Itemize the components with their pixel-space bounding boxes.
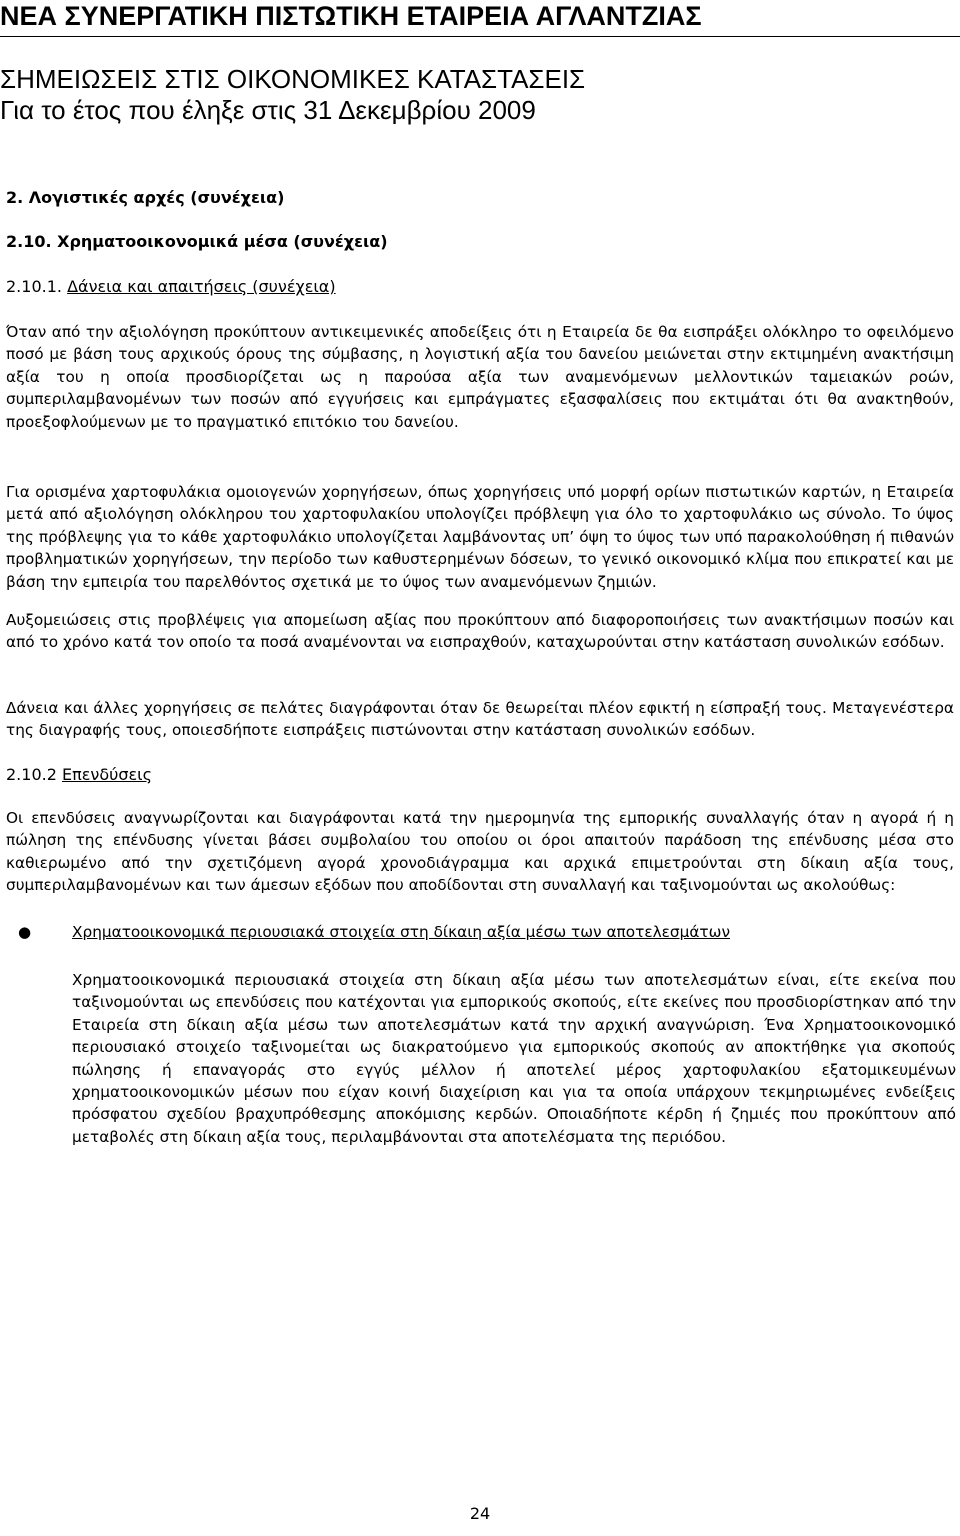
bullet-dot: ● [18, 923, 32, 941]
document-period: Για το έτος που έληξε στις 31 Δεκεμβρίου 2009 [0, 95, 536, 125]
subsection-number: 2.10.1. [6, 277, 62, 296]
paragraph-investments-recognition: Οι επενδύσεις αναγνωρίζονται και διαγράφονται κατά την ημερομηνία της εμπορικής συναλλαγής όταν η αγορά ή η πώληση της επένδυσης γίνεται βάσει συμβολαίου του οποίου οι όροι απαιτούν παράδοση της επένδυσης μέσα στο καθιερωμένο από την σχετιζόμενη αγορά χρονοδιάγραμμα και αρχικά επιμετρούνται στη δίκαιη αξία τους, συμπεριλαμβανομένων και των άμεσων εξόδων που αποδίδονται στη συναλλαγή και ταξινομούνται ως ακολούθως: [6, 809, 954, 895]
paragraph-fvtpl-definition: Χρηματοοικονομικά περιουσιακά στοιχεία στη δίκαιη αξία μέσω των αποτελεσμάτων είναι, είτε εκείνα που ταξινομούνται ως επενδύσεις που κατέχονται για εμπορικούς σκοπούς, είτε εκείνες που προσδιορίστηκαν από την Εταιρεία στη δίκαιη αξία μέσω των αποτελεσμάτων κατά την αρχική αναγνώριση. Ένα Χρηματοοικονομικό περιουσιακό στοιχείο ταξινομείται ως διακρατούμενο για εμπορικούς σκοπούς αν αποκτήθηκε για σκοπούς πώλησης ή επαναγοράς στο εγγύς μέλλον ή αποτελεί μέρος χαρτοφυλακίου εξατομικευμένων χρηματοοικονομικών μέσων που είχαν κοινή διαχείριση και για τα οποία υπάρχουν τεκμηριωμένες ενδείξεις πρόσφατου σχεδίου βραχυπρόθεσμης αποκόμισης κερδών. Οποιαδήποτε κέρδη ή ζημιές που προκύπτουν από μεταβολές στη δίκαιη αξία τους, περιλαμβάνονται στα αποτελέσματα της περιόδου. [72, 971, 956, 1146]
page-number: 24 [469, 1504, 491, 1523]
company-name: ΝΕΑ ΣΥΝΕΡΓΑΤΙΚΗ ΠΙΣΤΩΤΙΚΗ ΕΤΑΙΡΕΙΑ ΑΓΛΑΝΤΖΙΑΣ [0, 1, 702, 31]
paragraph-portfolio-provision: Για ορισμένα χαρτοφυλάκια ομοιογενών χορηγήσεων, όπως χορηγήσεις υπό μορφή ορίων πιστωτικών καρτών, η Εταιρεία μετά από αξιολόγηση ολόκληρου του χαρτοφυλακίου υπολογίζει πρόβλεψη για όλο το χαρτοφυλάκιο ως σύνολο. Το ύψος της πρόβλεψης για το κάθε χαρτοφυλάκιο υπολογίζεται λαμβάνοντας υπ’ όψη το ύψος των υπό παρακολούθηση ή πιθανών προβληματικών χορηγήσεων, την περίοδο των καθυστερημένων δόσεων, το γενικό οικονομικό κλίμα που επικρατεί και με βάση την εμπειρία του παρελθόντος σχετικά με το ύψος των αναμενόμενων ζημιών. [6, 483, 954, 591]
paragraph-provision-changes: Αυξομειώσεις στις προβλέψεις για απομείωση αξίας που προκύπτουν από διαφοροποιήσεις των ανακτήσιμων ποσών και από το χρόνο κατά τον οποίο τα ποσά αναμένονται να εισπραχθούν, καταχωρούνται στην κατάσταση συνολικών εσόδων. [6, 611, 954, 652]
paragraph-write-offs: Δάνεια και άλλες χορηγήσεις σε πελάτες διαγράφονται όταν δε θεωρείται πλέον εφικτή η είσπραξή τους. Μεταγενέστερα της διαγραφής τους, οποιεσδήποτε εισπράξεις πιστώνονται στην κατάσταση συνολικών εσόδων. [6, 699, 954, 740]
subsection-number: 2.10.2 [6, 765, 57, 784]
document-title: ΣΗΜΕΙΩΣΕΙΣ ΣΤΙΣ ΟΙΚΟΝΟΜΙΚΕΣ ΚΑΤΑΣΤΑΣΕΙΣ [0, 64, 586, 94]
subsection-heading-loans [6, 277, 336, 297]
section-heading-financial-instruments: 2.10. Χρηματοοικονομικά μέσα (συνέχεια) [6, 232, 388, 251]
subsection-title: Επενδύσεις [61, 765, 152, 784]
subsection-heading-investments [6, 765, 152, 785]
section-heading-accounting-policies: 2. Λογιστικές αρχές (συνέχεια) [6, 188, 285, 207]
paragraph-impairment-assessment: Όταν από την αξιολόγηση προκύπτουν αντικειμενικές αποδείξεις ότι η Εταιρεία δε θα εισπράξει ολόκληρο το οφειλόμενο ποσό με βάση τους αρχικούς όρους της σύμβασης, η λογιστική αξία του δανείου μειώνεται στην εκτιμημένη ανακτήσιμη αξία του η οποία προσδιορίζεται ως η παρούσα αξία των αναμενόμενων μελλοντικών ταμειακών ροών, συμπεριλαμβανομένων των ποσών από εγγυήσεις και εμπράγματες εξασφαλίσεις που εκτιμάται ότι θα ανακτηθούν, προεξοφλούμενων με το πραγματικό επιτόκιο του δανείου. [6, 323, 954, 431]
header-divider [0, 36, 960, 37]
bullet-fvtpl-heading: Χρηματοοικονομικά περιουσιακά στοιχεία στη δίκαιη αξία μέσω των αποτελεσμάτων [72, 923, 730, 941]
subsection-title: Δάνεια και απαιτήσεις (συνέχεια) [67, 277, 336, 296]
